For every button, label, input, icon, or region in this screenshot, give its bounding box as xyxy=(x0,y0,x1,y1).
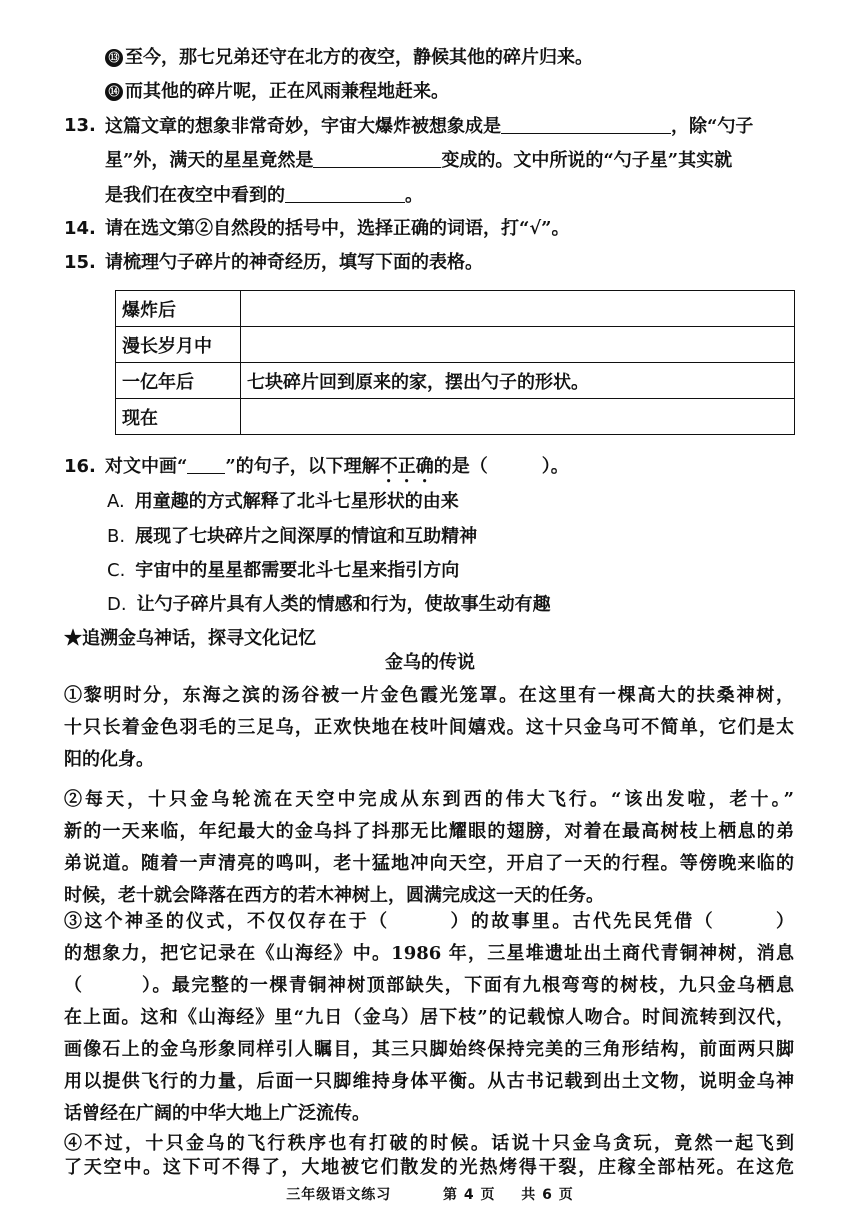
question-15-text: 请梳理勺子碎片的神奇经历，填写下面的表格。 xyxy=(105,252,483,273)
table-row-label: 一亿年后 xyxy=(116,363,241,399)
page-footer xyxy=(0,1184,860,1204)
story-line: 阳的化身。 xyxy=(64,749,154,770)
story-line: 十只长着金色羽毛的三足乌，正欢快地在枝叶间嬉戏。这十只金乌可不简单，它们是太 xyxy=(64,717,794,738)
story-line: 了天空中。这下可不得了，大地被它们散发的光热烤得干裂，庄稼全部枯死。在这危 xyxy=(64,1157,794,1178)
story-line: 的想象力，把它记录在《山海经》中。1986 年，三星堆遗址出土商代青铜神树，消息 xyxy=(64,943,794,964)
section-heading: ★追溯金乌神话，探寻文化记忆 xyxy=(64,628,316,649)
answer-blank[interactable] xyxy=(313,147,441,168)
option-b[interactable]: B. 展现了七块碎片之间深厚的情谊和互助精神 xyxy=(107,526,478,547)
story-line: 画像石上的金乌形象同样引人瞩目，其三只脚始终保持完美的三角形结构，前面两只脚 xyxy=(64,1039,794,1060)
story-line: ③这个神圣的仪式，不仅仅存在于（ ）的故事里。古代先民凭借（ ） xyxy=(64,911,794,932)
question-13-line-2: 星”外，满天的星星竟然是 变成的。文中所说的“勺子星”其实就 xyxy=(105,147,810,174)
answer-blank[interactable] xyxy=(285,182,405,203)
table-answer-cell[interactable] xyxy=(241,327,795,363)
question-13-line-3: 是我们在夜空中看到的 。 xyxy=(105,182,810,209)
question-14-text: 请在选文第②自然段的括号中，选择正确的词语，打“√”。 xyxy=(105,218,570,239)
story-line: 弟说道。随着一声清亮的鸣叫，老十猛地冲向天空，开启了一天的行程。等傍晚来临的 xyxy=(64,853,794,874)
underline-sample xyxy=(187,455,225,474)
option-c[interactable]: C. 宇宙中的星星都需要北斗七星来指引方向 xyxy=(107,560,460,581)
story-line: 在上面。这和《山海经》里“九日（金乌）居下枝”的记载惊人吻合。时间流转到汉代， xyxy=(64,1007,794,1028)
table-answer-cell: 七块碎片回到原来的家，摆出勺子的形状。 xyxy=(241,363,795,399)
table-row xyxy=(116,291,795,327)
paragraph-number: ⑬ xyxy=(105,49,123,67)
question-number: 13. xyxy=(64,115,96,136)
question-number: 16. xyxy=(64,456,96,477)
table-row xyxy=(116,399,795,435)
story-paragraph-14: ⑭ 而其他的碎片呢，正在风雨兼程地赶来。 xyxy=(105,79,810,105)
footer-total: 共 6 页 xyxy=(521,1187,574,1203)
experience-table xyxy=(115,290,795,435)
table-answer-cell[interactable] xyxy=(241,399,795,435)
question-13-line-1: 这篇文章的想象非常奇妙，宇宙大爆炸被想象成是 ，除“勺子 xyxy=(105,113,810,140)
story-line: 用以提供飞行的力量，后面一只脚维持身体平衡。从古书记载到出土文物，说明金乌神 xyxy=(64,1071,794,1092)
table-row-label: 爆炸后 xyxy=(116,291,241,327)
table-answer-cell[interactable] xyxy=(241,291,795,327)
story-line: ①黎明时分，东海之滨的汤谷被一片金色霞光笼罩。在这里有一棵高大的扶桑神树， xyxy=(64,685,794,706)
table-row-label: 现在 xyxy=(116,399,241,435)
story-line: 时候，老十就会降落在西方的若木神树上，圆满完成这一天的任务。 xyxy=(64,885,604,906)
story-title: 金乌的传说 xyxy=(385,652,475,673)
story-line: （ ）。最完整的一棵青铜神树顶部缺失，下面有九根弯弯的树枝，九只金乌栖息 xyxy=(64,975,794,996)
story-paragraph-13: ⑬ 至今，那七兄弟还守在北方的夜空，静候其他的碎片归来。 xyxy=(105,45,810,71)
question-number: 14. xyxy=(64,218,96,239)
option-a[interactable]: A. 用童趣的方式解释了北斗七星形状的由来 xyxy=(107,491,459,512)
story-line: ④不过，十只金乌的飞行秩序也有打破的时候。话说十只金乌贪玩，竟然一起飞到 xyxy=(64,1133,794,1154)
story-line: ②每天，十只金乌轮流在天空中完成从东到西的伟大飞行。“该出发啦，老十。” xyxy=(64,789,794,810)
footer-subject: 三年级语文练习 xyxy=(286,1187,392,1203)
footer-page: 第 4 页 xyxy=(443,1187,496,1203)
question-16-text: 对文中画“ ”的句子，以下理解不正确的是（ ）。 xyxy=(105,456,569,477)
story-line: 新的一天来临，年纪最大的金乌抖了抖那无比耀眼的翅膀，对着在最高树枝上栖息的弟 xyxy=(64,821,794,842)
answer-blank[interactable] xyxy=(501,113,671,134)
question-number: 15. xyxy=(64,252,96,273)
story-line: 话曾经在广阔的中华大地上广泛流传。 xyxy=(64,1103,370,1124)
option-d[interactable]: D. 让勺子碎片具有人类的情感和行为，使故事生动有趣 xyxy=(107,594,551,615)
table-row xyxy=(116,363,795,399)
table-row xyxy=(116,327,795,363)
paragraph-number: ⑭ xyxy=(105,83,123,101)
table-row-label: 漫长岁月中 xyxy=(116,327,241,363)
